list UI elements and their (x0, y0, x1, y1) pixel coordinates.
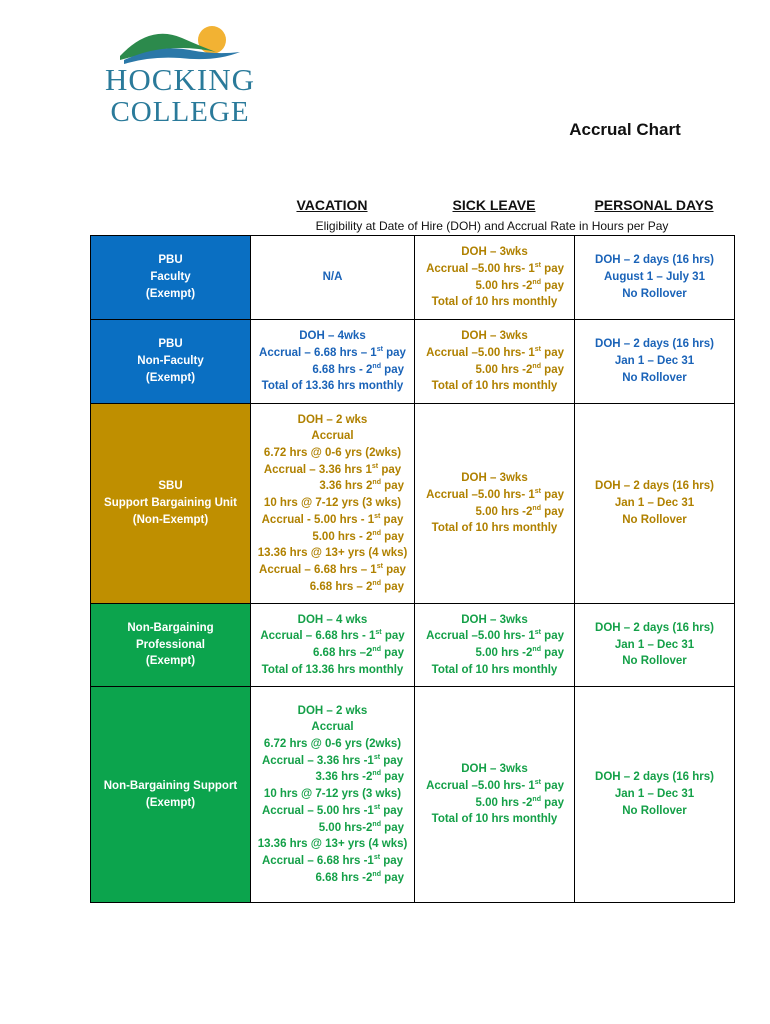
cell-line: No Rollover (622, 513, 687, 526)
cell-line: DOH – 3wks (461, 330, 528, 343)
cell-line: Non-Bargaining (127, 621, 214, 634)
cell-line: Accrual –5.00 hrs- 1st pay (426, 487, 564, 501)
logo-text-hocking: HOCKING (105, 62, 255, 97)
cell-line: 6.68 hrs - 2nd pay (312, 362, 404, 376)
cell-line: Jan 1 – Dec 31 (614, 788, 695, 801)
cell-line: 10 hrs @ 7-12 yrs (3 wks) (263, 497, 402, 510)
cell-line: DOH – 2 days (16 hrs) (595, 254, 714, 267)
cell-line: Faculty (150, 271, 191, 284)
cell-line: Jan 1 – Dec 31 (614, 497, 695, 510)
vacation-cell (251, 236, 415, 320)
personal-days-cell (575, 236, 735, 320)
cell-line: 3.36 hrs 2nd pay (319, 479, 404, 493)
personal-days-cell (575, 604, 735, 687)
sick-leave-cell (415, 320, 575, 404)
eligibility-subtitle: Eligibility at Date of Hire (DOH) and Accrual Rate in Hours per Pay (315, 219, 669, 233)
cell-line: Accrual – 3.36 hrs 1st pay (263, 462, 402, 476)
cell-line: Total of 13.36 hrs monthly (261, 380, 404, 393)
sick-leave-cell (415, 687, 575, 903)
cell-line: Non-Faculty (137, 355, 204, 368)
cell-line: PBU (158, 254, 183, 267)
cell-line: 13.36 hrs @ 13+ yrs (4 wks) (257, 547, 408, 560)
cell-line: PBU (158, 338, 183, 351)
cell-line: No Rollover (622, 287, 687, 300)
personal-days-cell (575, 320, 735, 404)
cell-line: August 1 – July 31 (604, 271, 705, 284)
cell-line: Accrual - 5.00 hrs - 1st pay (261, 513, 404, 526)
cell-line: Total of 13.36 hrs monthly (261, 663, 404, 676)
cell-line: 10 hrs @ 7-12 yrs (3 wks) (263, 788, 402, 801)
cell-line: 6.72 hrs @ 0-6 yrs (2wks) (263, 447, 402, 460)
group-cell (91, 236, 251, 320)
accrual-table (90, 235, 735, 903)
cell-line: Accrual – 3.36 hrs -1st pay (261, 753, 404, 767)
cell-line: Accrual (311, 721, 354, 734)
cell-line: 13.36 hrs @ 13+ yrs (4 wks) (257, 838, 408, 851)
vacation-cell (251, 687, 415, 903)
vacation-cell (251, 320, 415, 404)
cell-line: DOH – 2 wks (297, 413, 368, 426)
cell-line: 3.36 hrs -2nd pay (315, 770, 404, 784)
table-row (91, 604, 735, 687)
sick-leave-cell (415, 404, 575, 604)
sick-leave-cell (415, 604, 575, 687)
cell-line: 6.68 hrs –2nd pay (312, 646, 404, 659)
cell-line: DOH – 3wks (461, 472, 528, 485)
cell-line: Accrual – 6.68 hrs -1st pay (261, 854, 404, 867)
cell-line: Professional (135, 638, 206, 651)
cell-line: 5.00 hrs -2nd pay (475, 278, 564, 292)
cell-line: Accrual – 5.00 hrs -1st pay (261, 804, 404, 817)
cell-line: (Exempt) (145, 655, 196, 668)
personal-days-cell (575, 404, 735, 604)
cell-line: DOH – 4wks (299, 330, 366, 343)
cell-line: Accrual –5.00 hrs- 1st pay (426, 261, 564, 275)
cell-line: 5.00 hrs -2nd pay (475, 362, 564, 376)
cell-line: DOH – 3wks (461, 613, 528, 626)
cell-line: 5.00 hrs - 2nd pay (312, 529, 404, 543)
cell-line: 6.68 hrs -2nd pay (315, 870, 404, 884)
cell-line: Support Bargaining Unit (104, 497, 237, 510)
cell-line: (Non-Exempt) (132, 513, 209, 526)
cell-line: DOH – 4 wks (297, 613, 368, 626)
cell-line: Jan 1 – Dec 31 (614, 638, 695, 651)
group-cell (91, 687, 251, 903)
cell-line: 6.68 hrs – 2nd pay (309, 579, 404, 593)
cell-line: Total of 10 hrs monthly (431, 296, 558, 309)
cell-line: 6.72 hrs @ 0-6 yrs (2wks) (263, 738, 402, 751)
table-row (91, 404, 735, 604)
table-row (91, 236, 735, 320)
logo-text-college: COLLEGE (110, 96, 250, 128)
table-row (91, 320, 735, 404)
sick-leave-cell (415, 236, 575, 320)
cell-line: Accrual – 6.68 hrs – 1st pay (259, 345, 406, 359)
cell-line: (Exempt) (145, 287, 196, 300)
cell-line: No Rollover (622, 804, 687, 817)
column-header-personal-days: PERSONAL DAYS (594, 197, 714, 213)
cell-line: DOH – 3wks (461, 763, 528, 776)
cell-line: Jan 1 – Dec 31 (614, 355, 695, 368)
cell-line: DOH – 2 days (16 hrs) (595, 771, 714, 784)
hocking-college-logo (100, 22, 260, 132)
cell-line: N/A (322, 271, 343, 284)
page-title: Accrual Chart (569, 120, 681, 139)
table-row (91, 687, 735, 903)
cell-line: Non-Bargaining Support (103, 779, 238, 792)
group-cell (91, 604, 251, 687)
vacation-cell (251, 404, 415, 604)
column-header-vacation: VACATION (296, 197, 368, 213)
group-cell (91, 404, 251, 604)
cell-line: DOH – 2 wks (297, 704, 368, 717)
cell-line: Total of 10 hrs monthly (431, 522, 558, 535)
cell-line: DOH – 2 days (16 hrs) (595, 621, 714, 634)
cell-line: SBU (158, 480, 183, 493)
cell-line: Total of 10 hrs monthly (431, 813, 558, 826)
cell-line: Total of 10 hrs monthly (431, 380, 558, 393)
personal-days-cell (575, 687, 735, 903)
column-header-sick-leave: SICK LEAVE (452, 197, 536, 213)
cell-line: Accrual – 6.68 hrs – 1st pay (259, 563, 406, 576)
cell-line: 5.00 hrs -2nd pay (475, 795, 564, 809)
cell-line: (Exempt) (145, 796, 196, 809)
cell-line: (Exempt) (145, 371, 196, 384)
cell-line: DOH – 3wks (461, 246, 528, 259)
cell-line: No Rollover (622, 371, 687, 384)
cell-line: 5.00 hrs -2nd pay (475, 504, 564, 518)
cell-line: DOH – 2 days (16 hrs) (595, 480, 714, 493)
cell-line: Accrual –5.00 hrs- 1st pay (426, 629, 564, 643)
cell-line: Accrual – 6.68 hrs - 1st pay (260, 629, 405, 643)
cell-line: Accrual (311, 430, 354, 443)
cell-line: 5.00 hrs-2nd pay (318, 820, 404, 834)
cell-line: No Rollover (622, 655, 687, 668)
cell-line: 5.00 hrs -2nd pay (475, 646, 564, 659)
cell-line: DOH – 2 days (16 hrs) (595, 338, 714, 351)
cell-line: Accrual –5.00 hrs- 1st pay (426, 345, 564, 359)
cell-line: Total of 10 hrs monthly (431, 663, 558, 676)
cell-line: Accrual –5.00 hrs- 1st pay (426, 778, 564, 792)
group-cell (91, 320, 251, 404)
logo-mark-icon (120, 22, 240, 64)
vacation-cell (251, 604, 415, 687)
